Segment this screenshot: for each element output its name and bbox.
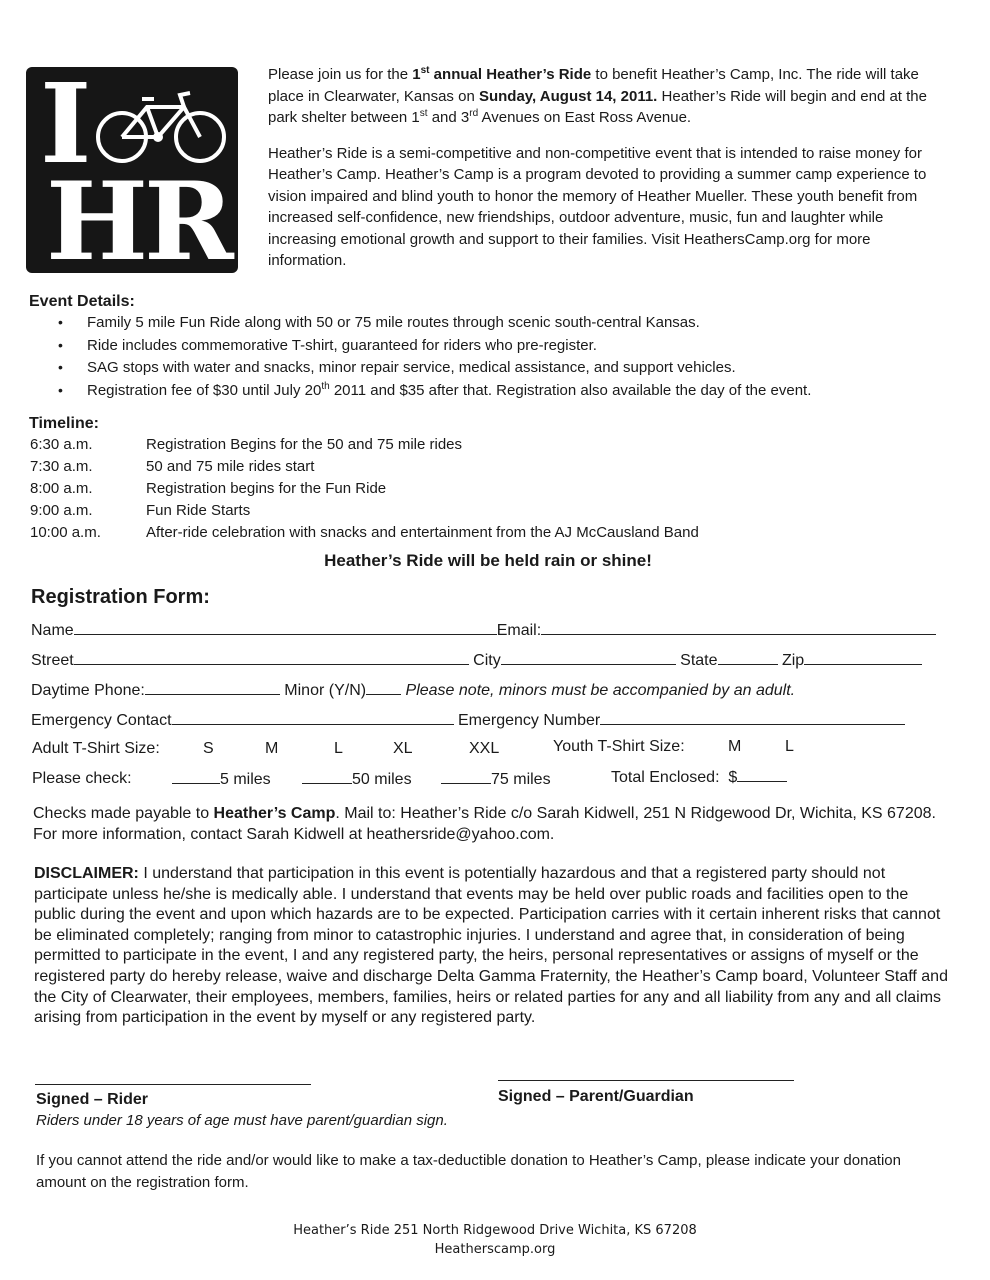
logo-letter-i: I: [40, 59, 92, 188]
size-option[interactable]: L: [334, 740, 343, 757]
please-check-label: Please check:: [32, 770, 132, 787]
logo-letters-hr: HR: [46, 159, 230, 285]
timeline-row: 6:30 a.m. Registration Begins for the 50 and 75 mile rides: [30, 436, 463, 453]
name-field[interactable]: Name Email:: [31, 620, 936, 640]
disclaimer-label: DISCLAIMER:: [34, 865, 139, 882]
phone-minor-field[interactable]: Daytime Phone: Minor (Y/N) Please note, minors must be accompanied by an adult.: [31, 682, 796, 699]
adult-shirt-label: Adult T-Shirt Size:: [32, 740, 160, 757]
signature-note: Riders under 18 years of age must have parent/guardian sign.: [36, 1112, 448, 1129]
emergency-field[interactable]: Emergency Contact Emergency Number: [31, 710, 905, 730]
list-item: • Ride includes commemorative T-shirt, guaranteed for riders who pre-register.: [58, 337, 938, 360]
rider-signature-label: Signed – Rider: [36, 1091, 149, 1108]
minor-note: Please note, minors must be accompanied by an adult.: [405, 682, 796, 699]
timeline-row: 8:00 a.m. Registration begins for the Fun Ride: [30, 480, 387, 497]
rain-or-shine-note: Heather’s Ride will be held rain or shine!: [324, 551, 652, 570]
list-item: • Family 5 mile Fun Ride along with 50 or 75 mile routes through scenic south-central Kansas.: [58, 314, 938, 337]
donation-note: If you cannot attend the ride and/or would like to make a tax-deductible donation to Heather’s Camp, please indicate your donation amount on the registration form.: [36, 1152, 901, 1191]
rider-signature-line[interactable]: [35, 1084, 311, 1085]
size-option[interactable]: M: [728, 738, 742, 755]
size-option[interactable]: XXL: [469, 740, 500, 757]
footer-address: Heather’s Ride 251 North Ridgewood Drive Wichita, KS 67208: [293, 1223, 697, 1238]
size-option[interactable]: L: [785, 738, 794, 755]
list-item: • SAG stops with water and snacks, minor repair service, medical assistance, and support vehicles.: [58, 359, 938, 382]
event-details-heading: Event Details:: [29, 293, 135, 310]
size-option[interactable]: M: [265, 740, 279, 757]
timeline-row: 9:00 a.m. Fun Ride Starts: [30, 502, 251, 519]
size-option[interactable]: S: [203, 740, 214, 757]
footer-website: Heatherscamp.org: [434, 1242, 556, 1257]
disclaimer: DISCLAIMER: I understand that participation in this event is potentially hazardous and that a registered party should not participate unless he/she is medically able. I understand that events may be held over public roads and facilities open to the public during the event and upon which hazards are to be expected. Participation carries with it certain inherent risks that cannot be eliminated completely; ranging from minor to catastrophic injuries. I understand and agree that, in consideration of being permitted to participate in the event, I and any registered party, the heirs, personal representatives or assigns of myself or the registered party do hereby release, waive and discharge Delta Gamma Fraternity, the Heather’s Camp board, Volunteer Staff and the City of Clearwater, their employees, members, families, heirs or related parties for any and all liability from any and all claims arising from participation in the event by myself or any registered party.: [34, 865, 948, 1027]
event-details-list: [58, 314, 938, 404]
intro-paragraph-1: Please join us for the 1st annual Heather’s Ride to benefit Heather’s Camp, Inc. The ride will take place in Clearwater, Kansas on Sunday, August 14, 2011. Heather’s Ride will begin and end at the park shelter between 1st and 3rd Avenues on East Ross Avenue.: [268, 65, 927, 126]
intro-text: [268, 64, 948, 286]
timeline-row: 10:00 a.m. After-ride celebration with snacks and entertainment from the AJ McCausland Band: [30, 524, 699, 541]
list-item: • Registration fee of $30 until July 20th 2011 and $35 after that. Registration also available the day of the event.: [58, 382, 938, 405]
size-option[interactable]: XL: [393, 740, 413, 757]
option-50-miles[interactable]: 50 miles: [302, 769, 412, 789]
address-field[interactable]: Street City State Zip: [31, 650, 922, 670]
event-logo: [26, 59, 238, 285]
parent-signature-line[interactable]: [498, 1080, 794, 1081]
intro-paragraph-2: Heather’s Ride is a semi-competitive and non-competitive event that is intended to raise money for Heather’s Camp. Heather’s Camp is a program devoted to providing a summer camp experience to vision impaired and blind youth to honor the memory of Heather Mueller. These youth benefit from increased self-confidence, new friendships, outdoor adventure, music, fun and laughter while increasing emotional growth and support to their families. Visit HeathersCamp.org for more information.: [268, 144, 927, 269]
option-5-miles[interactable]: 5 miles: [172, 769, 271, 789]
option-75-miles[interactable]: 75 miles: [441, 769, 551, 789]
registration-form-heading: Registration Form:: [31, 586, 210, 608]
total-enclosed-field[interactable]: Total Enclosed: $: [611, 767, 787, 787]
mailing-instructions: Checks made payable to Heather’s Camp. Mail to: Heather’s Ride c/o Sarah Kidwell, 251 N Ridgewood Dr, Wichita, KS 67208. For more information, contact Sarah Kidwell at heathersride@yahoo.com.: [33, 805, 936, 843]
timeline-table: [30, 436, 699, 546]
parent-signature-label: Signed – Parent/Guardian: [498, 1088, 694, 1105]
bicycle-icon: [92, 89, 232, 165]
timeline-heading: Timeline:: [29, 415, 99, 432]
timeline-row: 7:30 a.m. 50 and 75 mile rides start: [30, 458, 315, 475]
youth-shirt-label: Youth T-Shirt Size:: [553, 738, 685, 755]
